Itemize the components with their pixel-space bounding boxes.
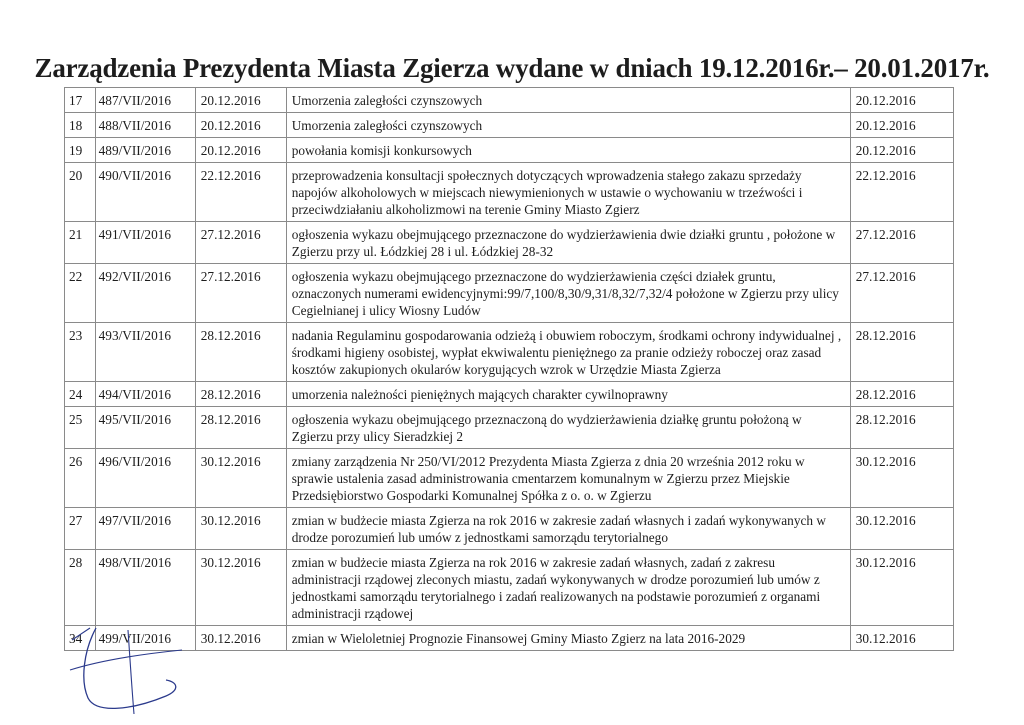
publication-date: 20.12.2016	[850, 113, 953, 138]
table-row	[65, 264, 954, 323]
row-number: 19	[65, 138, 96, 163]
order-subject: ogłoszenia wykazu obejmującego przeznaczone do wydzierżawienia części działek gruntu, oznaczonych numerami ewidencyjnymi:99/7,100/8,30/9,31/8,32/7,32/4 położone w Zgierzu przy ulicy Cegielnianej i ulicy Wiosny Ludów	[286, 264, 850, 323]
publication-date: 28.12.2016	[850, 323, 953, 382]
issue-date: 30.12.2016	[195, 550, 286, 626]
table-row	[65, 138, 954, 163]
publication-date: 30.12.2016	[850, 449, 953, 508]
order-subject: ogłoszenia wykazu obejmującego przeznaczoną do wydzierżawienia działkę gruntu położoną w Zgierzu przy ulicy Sieradzkiej 2	[286, 407, 850, 449]
issue-date: 28.12.2016	[195, 323, 286, 382]
table-row	[65, 508, 954, 550]
publication-date: 20.12.2016	[850, 138, 953, 163]
publication-date: 22.12.2016	[850, 163, 953, 222]
issue-date: 20.12.2016	[195, 88, 286, 113]
order-subject: zmiany zarządzenia Nr 250/VI/2012 Prezydenta Miasta Zgierza z dnia 20 września 2012 roku w sprawie ustalenia zasad administrowania cmentarzem komunalnym w Zgierzu przez Miejskie Przedsiębiorstwo Gospodarki Komunalnej Spółka z o. o. w Zgierzu	[286, 449, 850, 508]
publication-date: 27.12.2016	[850, 264, 953, 323]
row-number: 23	[65, 323, 96, 382]
order-number: 493/VII/2016	[95, 323, 195, 382]
order-subject: zmian w budżecie miasta Zgierza na rok 2016 w zakresie zadań własnych, zadań z zakresu administracji rządowej zleconych miastu, zadań wykonywanych w drodze porozumień lub umów z jednostkami samorządu terytorialnego i zadań realizowanych na podstawie porozumień z organami administracji rządowej	[286, 550, 850, 626]
issue-date: 27.12.2016	[195, 222, 286, 264]
issue-date: 28.12.2016	[195, 382, 286, 407]
table-row	[65, 323, 954, 382]
issue-date: 30.12.2016	[195, 508, 286, 550]
order-number: 494/VII/2016	[95, 382, 195, 407]
publication-date: 28.12.2016	[850, 407, 953, 449]
order-number: 487/VII/2016	[95, 88, 195, 113]
row-number: 28	[65, 550, 96, 626]
order-number: 492/VII/2016	[95, 264, 195, 323]
row-number: 27	[65, 508, 96, 550]
row-number: 18	[65, 113, 96, 138]
issue-date: 22.12.2016	[195, 163, 286, 222]
issue-date: 20.12.2016	[195, 113, 286, 138]
table-row	[65, 449, 954, 508]
row-number: 26	[65, 449, 96, 508]
table-row	[65, 382, 954, 407]
row-number: 17	[65, 88, 96, 113]
order-number: 488/VII/2016	[95, 113, 195, 138]
publication-date: 28.12.2016	[850, 382, 953, 407]
order-number: 495/VII/2016	[95, 407, 195, 449]
order-number: 489/VII/2016	[95, 138, 195, 163]
handwritten-signature	[62, 610, 202, 720]
page-title: Zarządzenia Prezydenta Miasta Zgierza wydane w dniach 19.12.2016r.– 20.01.2017r.	[34, 53, 990, 83]
order-subject: zmian w budżecie miasta Zgierza na rok 2016 w zakresie zadań własnych i zadań wykonywanych w drodze porozumień lub umów z jednostkami samorządu terytorialnego	[286, 508, 850, 550]
issue-date: 30.12.2016	[195, 626, 286, 651]
row-number: 20	[65, 163, 96, 222]
issue-date: 27.12.2016	[195, 264, 286, 323]
publication-date: 30.12.2016	[850, 508, 953, 550]
publication-date: 27.12.2016	[850, 222, 953, 264]
table-row	[65, 113, 954, 138]
table-row	[65, 222, 954, 264]
row-number: 34	[65, 626, 96, 651]
order-number: 491/VII/2016	[95, 222, 195, 264]
order-subject: Umorzenia zaległości czynszowych	[286, 88, 850, 113]
orders-table	[64, 87, 954, 651]
order-subject: nadania Regulaminu gospodarowania odzieżą i obuwiem roboczym, środkami ochrony indywidualnej , środkami higieny osobistej, wypłat ekwiwalentu pieniężnego za pranie odzieży roboczej oraz zasad kosztów zakupionych okularów korygujących wzrok w Urzędzie Miasta Zgierza	[286, 323, 850, 382]
issue-date: 20.12.2016	[195, 138, 286, 163]
order-subject: Umorzenia zaległości czynszowych	[286, 113, 850, 138]
order-number: 499/VII/2016	[95, 626, 195, 651]
table-row	[65, 88, 954, 113]
row-number: 21	[65, 222, 96, 264]
row-number: 22	[65, 264, 96, 323]
row-number: 24	[65, 382, 96, 407]
order-subject: przeprowadzenia konsultacji społecznych dotyczących wprowadzenia stałego zakazu sprzedaży napojów alkoholowych w miejscach niewymienionych w ustawie o wychowaniu w trzeźwości i przeciwdziałaniu alkoholizmowi na terenie Gminy Miasto Zgierz	[286, 163, 850, 222]
order-number: 497/VII/2016	[95, 508, 195, 550]
order-number: 496/VII/2016	[95, 449, 195, 508]
publication-date: 20.12.2016	[850, 88, 953, 113]
order-subject: zmian w Wieloletniej Prognozie Finansowej Gminy Miasto Zgierz na lata 2016-2029	[286, 626, 850, 651]
order-number: 498/VII/2016	[95, 550, 195, 626]
order-number: 490/VII/2016	[95, 163, 195, 222]
issue-date: 28.12.2016	[195, 407, 286, 449]
order-subject: ogłoszenia wykazu obejmującego przeznaczone do wydzierżawienia dwie działki gruntu , położone w Zgierzu przy ul. Łódzkiej 28 i ul. Łódzkiej 28-32	[286, 222, 850, 264]
table-row	[65, 163, 954, 222]
table-row	[65, 407, 954, 449]
publication-date: 30.12.2016	[850, 550, 953, 626]
order-subject: umorzenia należności pieniężnych mających charakter cywilnoprawny	[286, 382, 850, 407]
order-subject: powołania komisji konkursowych	[286, 138, 850, 163]
row-number: 25	[65, 407, 96, 449]
issue-date: 30.12.2016	[195, 449, 286, 508]
publication-date: 30.12.2016	[850, 626, 953, 651]
